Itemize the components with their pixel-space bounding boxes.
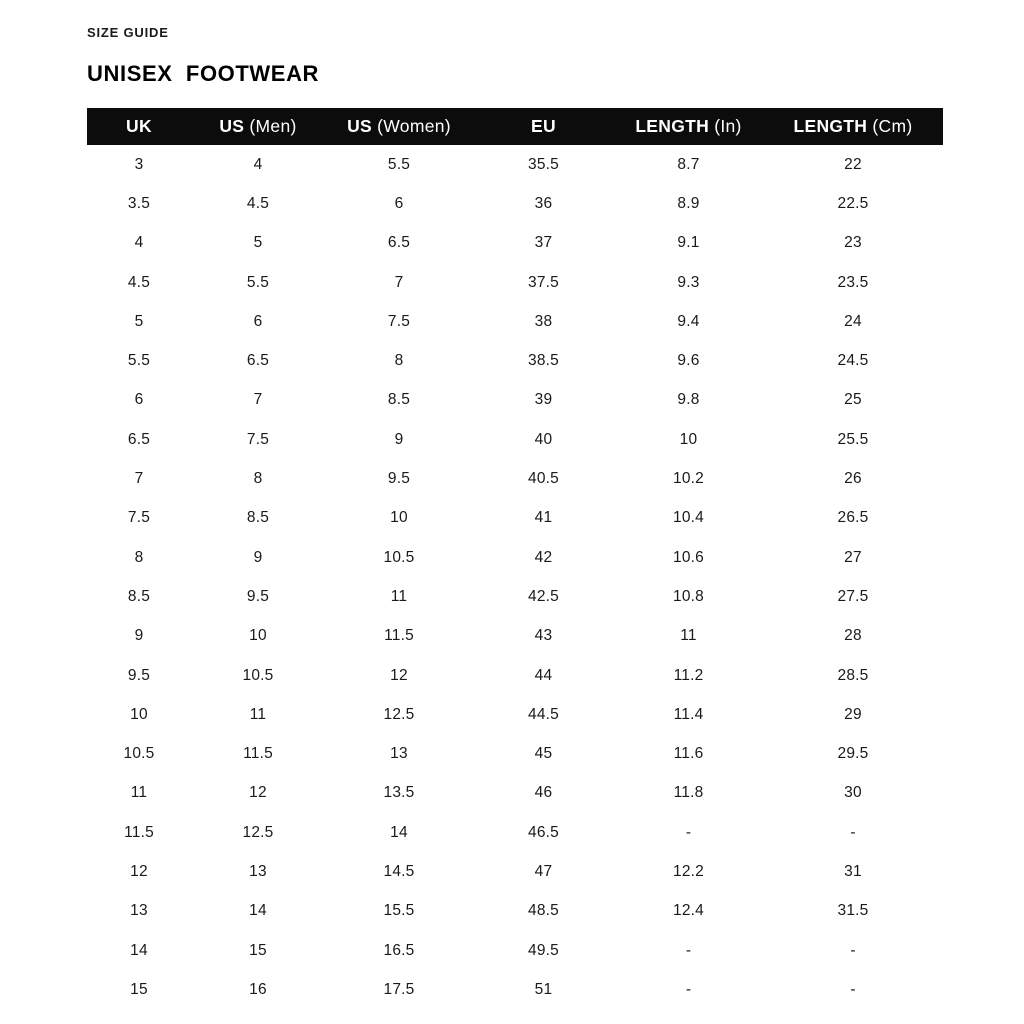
table-row bbox=[87, 145, 943, 184]
table-cell: 5 bbox=[253, 234, 263, 252]
table-cell: 15.5 bbox=[383, 902, 415, 920]
table-cell: 11.6 bbox=[673, 745, 704, 763]
table-cell: 38 bbox=[534, 312, 553, 330]
table-row bbox=[87, 656, 943, 695]
table-cell: 6 bbox=[253, 312, 263, 330]
table-cell: 9.4 bbox=[677, 312, 700, 330]
table-cell: 10 bbox=[390, 509, 408, 527]
table-row bbox=[87, 774, 943, 813]
size-table-body bbox=[87, 145, 943, 1010]
table-cell: 10.8 bbox=[673, 587, 704, 605]
table-cell: 5.5 bbox=[387, 155, 411, 173]
table-cell: 42.5 bbox=[528, 587, 559, 605]
table-cell: - bbox=[685, 941, 692, 959]
table-cell: 29.5 bbox=[837, 745, 869, 763]
table-cell: 6 bbox=[134, 391, 144, 409]
page-title: UNISEX FOOTWEAR bbox=[87, 61, 320, 86]
table-cell: 5 bbox=[134, 312, 144, 330]
table-cell: 11.8 bbox=[673, 784, 704, 802]
table-cell: - bbox=[850, 980, 856, 998]
table-cell: - bbox=[850, 823, 856, 841]
table-cell: 13 bbox=[249, 862, 267, 880]
table-cell: 10 bbox=[679, 430, 698, 448]
table-cell: 4 bbox=[253, 155, 263, 173]
table-cell: 37.5 bbox=[528, 273, 559, 291]
table-cell: 28 bbox=[844, 627, 862, 645]
table-row bbox=[87, 302, 943, 341]
table-row bbox=[87, 852, 943, 891]
table-row bbox=[87, 381, 943, 420]
header-row bbox=[87, 108, 943, 145]
table-cell: - bbox=[685, 823, 692, 841]
table-cell: 10 bbox=[249, 627, 267, 645]
table-cell: 23.5 bbox=[837, 273, 869, 291]
table-cell: 31 bbox=[844, 862, 862, 880]
table-cell: 26.5 bbox=[837, 509, 869, 527]
column-header: UK bbox=[87, 108, 191, 145]
table-cell: 30 bbox=[844, 784, 862, 802]
table-cell: 10 bbox=[130, 705, 148, 723]
table-cell: 8.7 bbox=[677, 155, 700, 173]
table-cell: 9.6 bbox=[677, 352, 700, 370]
table-cell: 22 bbox=[844, 155, 862, 173]
table-cell: 16.5 bbox=[383, 941, 415, 959]
table-cell: 16 bbox=[249, 980, 267, 998]
table-cell: 9.1 bbox=[677, 234, 700, 252]
table-cell: 9 bbox=[253, 548, 263, 566]
table-cell: 10.5 bbox=[383, 548, 415, 566]
table-cell: 41 bbox=[534, 509, 553, 527]
table-cell: 38.5 bbox=[528, 352, 559, 370]
table-cell: 48.5 bbox=[528, 902, 559, 920]
table-row bbox=[87, 459, 943, 498]
table-cell: 40 bbox=[534, 430, 553, 448]
table-cell: 13.5 bbox=[383, 784, 415, 802]
table-row bbox=[87, 224, 943, 263]
table-cell: 46.5 bbox=[528, 823, 559, 841]
table-row bbox=[87, 341, 943, 380]
table-cell: 25.5 bbox=[837, 430, 869, 448]
table-cell: 9.8 bbox=[677, 391, 700, 409]
table-cell: 14 bbox=[130, 941, 148, 959]
table-cell: 8.5 bbox=[246, 509, 270, 527]
table-cell: 7.5 bbox=[127, 509, 151, 527]
table-cell: 44 bbox=[534, 666, 553, 684]
table-cell: 11.2 bbox=[673, 666, 704, 684]
column-header: US (Men) bbox=[191, 108, 325, 145]
table-cell: 24 bbox=[844, 312, 862, 330]
column-header: LENGTH (In) bbox=[614, 108, 763, 145]
table-cell: 11 bbox=[130, 784, 148, 802]
table-cell: 13 bbox=[390, 745, 408, 763]
table-cell: 12 bbox=[249, 784, 267, 802]
column-header: US (Women) bbox=[325, 108, 473, 145]
table-cell: 10.5 bbox=[242, 666, 274, 684]
table-cell: 6.5 bbox=[246, 352, 270, 370]
table-row bbox=[87, 970, 943, 1009]
table-cell: 12 bbox=[390, 666, 408, 684]
table-row bbox=[87, 499, 943, 538]
table-cell: 45 bbox=[534, 745, 553, 763]
table-row bbox=[87, 263, 943, 302]
table-cell: 10.4 bbox=[673, 509, 704, 527]
table-cell: 6.5 bbox=[387, 234, 411, 252]
table-cell: 25 bbox=[844, 391, 862, 409]
table-row bbox=[87, 892, 943, 931]
table-cell: 11.4 bbox=[673, 705, 704, 723]
table-cell: 11 bbox=[249, 705, 267, 723]
table-cell: 12.4 bbox=[673, 902, 704, 920]
table-cell: 47 bbox=[534, 862, 553, 880]
column-header: EU bbox=[473, 108, 614, 145]
table-cell: 10.6 bbox=[673, 548, 704, 566]
table-cell: 7 bbox=[253, 391, 263, 409]
table-cell: 36 bbox=[534, 194, 553, 212]
table-cell: 49.5 bbox=[528, 941, 559, 959]
table-cell: 42 bbox=[534, 548, 553, 566]
table-cell: 5.5 bbox=[246, 273, 270, 291]
table-cell: 4.5 bbox=[127, 273, 151, 291]
table-cell: 12.5 bbox=[383, 705, 415, 723]
table-cell: 31.5 bbox=[837, 902, 869, 920]
table-cell: 11.5 bbox=[243, 745, 273, 763]
table-cell: 43 bbox=[534, 627, 553, 645]
table-cell: 8.5 bbox=[127, 587, 151, 605]
table-cell: 27.5 bbox=[837, 587, 869, 605]
table-cell: 9.5 bbox=[246, 587, 270, 605]
table-cell: 51 bbox=[534, 980, 553, 998]
table-cell: 15 bbox=[130, 980, 148, 998]
table-cell: 15 bbox=[249, 941, 267, 959]
table-cell: 3.5 bbox=[127, 194, 151, 212]
table-cell: - bbox=[685, 980, 692, 998]
column-header: LENGTH (Cm) bbox=[763, 108, 943, 145]
table-row bbox=[87, 695, 943, 734]
table-cell: - bbox=[850, 941, 856, 959]
table-cell: 8 bbox=[134, 548, 144, 566]
table-cell: 28.5 bbox=[837, 666, 869, 684]
table-cell: 22.5 bbox=[837, 194, 869, 212]
table-cell: 8 bbox=[394, 352, 404, 370]
table-cell: 44.5 bbox=[528, 705, 559, 723]
table-cell: 12.5 bbox=[242, 823, 274, 841]
table-cell: 14.5 bbox=[383, 862, 415, 880]
table-row bbox=[87, 184, 943, 223]
table-cell: 7.5 bbox=[246, 430, 270, 448]
table-cell: 11.5 bbox=[124, 823, 154, 841]
table-cell: 9.3 bbox=[677, 273, 700, 291]
table-cell: 3 bbox=[134, 155, 144, 173]
table-cell: 26 bbox=[844, 470, 862, 488]
table-cell: 7 bbox=[134, 470, 144, 488]
table-cell: 4 bbox=[134, 234, 144, 252]
table-cell: 23 bbox=[844, 234, 862, 252]
table-cell: 35.5 bbox=[528, 155, 559, 173]
table-cell: 9 bbox=[394, 430, 404, 448]
table-row bbox=[87, 577, 943, 616]
table-cell: 14 bbox=[249, 902, 267, 920]
eyebrow-label: SIZE GUIDE bbox=[87, 25, 169, 40]
table-cell: 17.5 bbox=[383, 980, 415, 998]
table-cell: 6 bbox=[394, 194, 404, 212]
table-cell: 11 bbox=[680, 627, 697, 645]
table-cell: 10.2 bbox=[673, 470, 704, 488]
table-cell: 8.9 bbox=[677, 194, 700, 212]
table-cell: 12 bbox=[130, 862, 148, 880]
table-row bbox=[87, 538, 943, 577]
table-cell: 12.2 bbox=[673, 862, 704, 880]
table-row bbox=[87, 734, 943, 773]
table-cell: 37 bbox=[534, 234, 553, 252]
table-cell: 46 bbox=[534, 784, 553, 802]
table-cell: 4.5 bbox=[246, 194, 270, 212]
table-cell: 24.5 bbox=[837, 352, 869, 370]
table-cell: 10.5 bbox=[123, 745, 155, 763]
table-row bbox=[87, 420, 943, 459]
table-cell: 7 bbox=[394, 273, 404, 291]
table-cell: 9.5 bbox=[127, 666, 151, 684]
size-table bbox=[87, 108, 943, 1010]
table-cell: 11 bbox=[390, 587, 408, 605]
table-cell: 5.5 bbox=[127, 352, 151, 370]
table-cell: 27 bbox=[844, 548, 862, 566]
table-cell: 7.5 bbox=[387, 312, 411, 330]
size-table-header bbox=[87, 108, 943, 145]
table-row bbox=[87, 617, 943, 656]
table-cell: 29 bbox=[844, 705, 862, 723]
table-row bbox=[87, 813, 943, 852]
table-cell: 39 bbox=[534, 391, 553, 409]
table-cell: 9.5 bbox=[387, 470, 411, 488]
table-cell: 9 bbox=[134, 627, 144, 645]
table-row bbox=[87, 931, 943, 970]
table-cell: 6.5 bbox=[127, 430, 151, 448]
table-cell: 8.5 bbox=[387, 391, 411, 409]
table-cell: 40.5 bbox=[528, 470, 559, 488]
table-cell: 8 bbox=[253, 470, 263, 488]
table-cell: 13 bbox=[130, 902, 148, 920]
table-cell: 11.5 bbox=[384, 627, 414, 645]
table-cell: 14 bbox=[390, 823, 408, 841]
